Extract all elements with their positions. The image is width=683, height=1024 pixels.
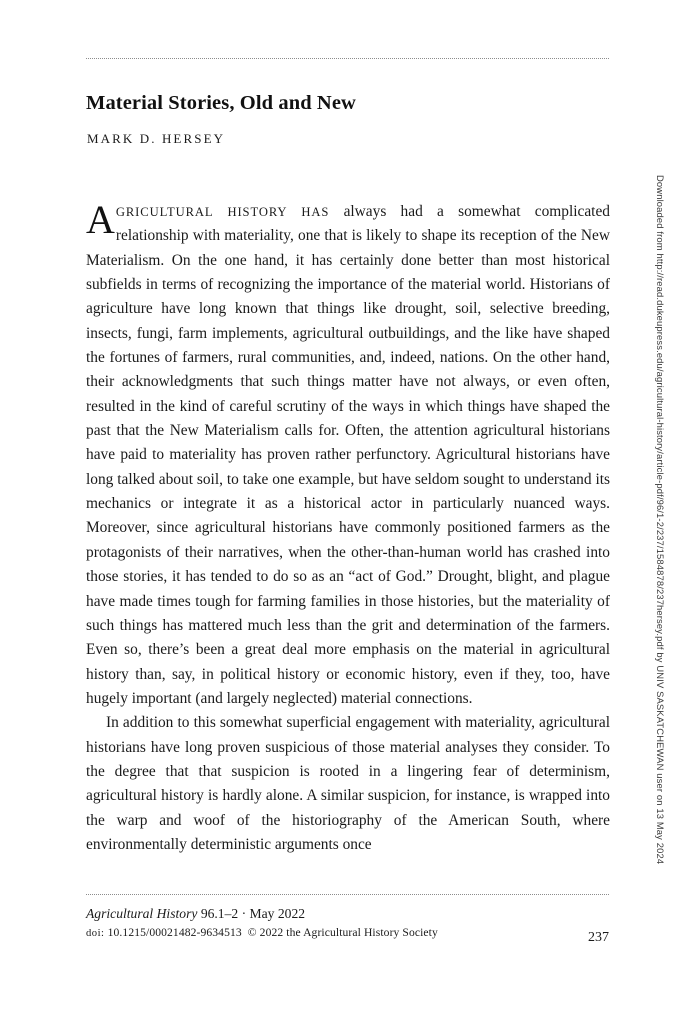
copyright-text: © 2022 the Agricultural History Society — [247, 926, 438, 939]
doi-value: 10.1215/00021482-9634513 — [107, 926, 242, 939]
paragraph-2: In addition to this somewhat superficial engagement with materiality, agricultural historians have long proven suspicious of those material analyses they consider. To the degree that that suspicion is rooted in a lingering fear of determinism, agricultural history is hardly alone. A similar suspicion, for instance, is wrapped into the warp and woof of the historiography of the American South, where environmentally deterministic arguments once — [86, 714, 610, 853]
opening-smallcaps: GRICULTURAL HISTORY HAS — [115, 205, 330, 219]
author-byline: MARK D. HERSEY — [87, 131, 226, 146]
footer-citation-line — [86, 906, 609, 922]
paragraph-1 — [86, 197, 610, 711]
download-source-note: Downloaded from http://read.dukeupress.edu/agricultural-history/article-pdf/96/1-2/237/1584878/237hersey.pdf by UNIV SASKATCHEWAN user on 13 May 2024 — [655, 175, 666, 865]
journal-issue: 96.1–2 — [200, 906, 239, 921]
issue-date: May 2022 — [249, 906, 306, 921]
article-body — [86, 197, 610, 857]
footer-separator: · — [241, 906, 247, 921]
top-rule-divider — [86, 58, 609, 59]
doi-label: doi: — [86, 928, 108, 939]
page-title: Material Stories, Old and New — [86, 91, 356, 114]
page-footer — [86, 906, 609, 945]
paragraph-1-text: always had a somewhat complicated relationship with materiality, one that is likely to shape its reception of the New Materialism. On the one hand, it has certainly done better than most historical subfields in terms of recognizing the importance of the material world. Historians of agriculture have long known that things like drought, soil, selective breeding, insects, fungi, farm implements, agricultural outbuildings, and the like have shaped the fortunes of farmers, rural communities, and, indeed, nations. On the other hand, their acknowledgments that such things matter have not always, or even often, resulted in the kind of careful scrutiny of the ways in which things have shaped the past that the New Materialism calls for. Often, the attention agricultural historians have paid to materiality has proven rather perfunctory. Agricultural historians have long talked about soil, to take one example, but have seldom sought to understand its mechanics or integrate it as a historical actor in particularly nuanced ways. Moreover, since agricultural historians have commonly positioned farmers as the protagonists of their narratives, when the other-than-human world has crashed into those stories, it has tended to do so as an “act of God.” Drought, blight, and plague have made times tough for farming families in those histories, but the materiality of such things has mattered much less than the grit and determination of the farmers. Even so, there’s been a great deal more emphasis on the material in agricultural history than, say, in political history or economic history, even if they, too, have hugely important (and largely neglected) material connections. — [86, 203, 610, 707]
journal-name: Agricultural History — [86, 906, 198, 921]
page-number: 237 — [588, 930, 609, 945]
bottom-rule-divider — [86, 894, 609, 895]
drop-cap: A — [86, 197, 115, 242]
footer-doi-line — [86, 926, 609, 939]
